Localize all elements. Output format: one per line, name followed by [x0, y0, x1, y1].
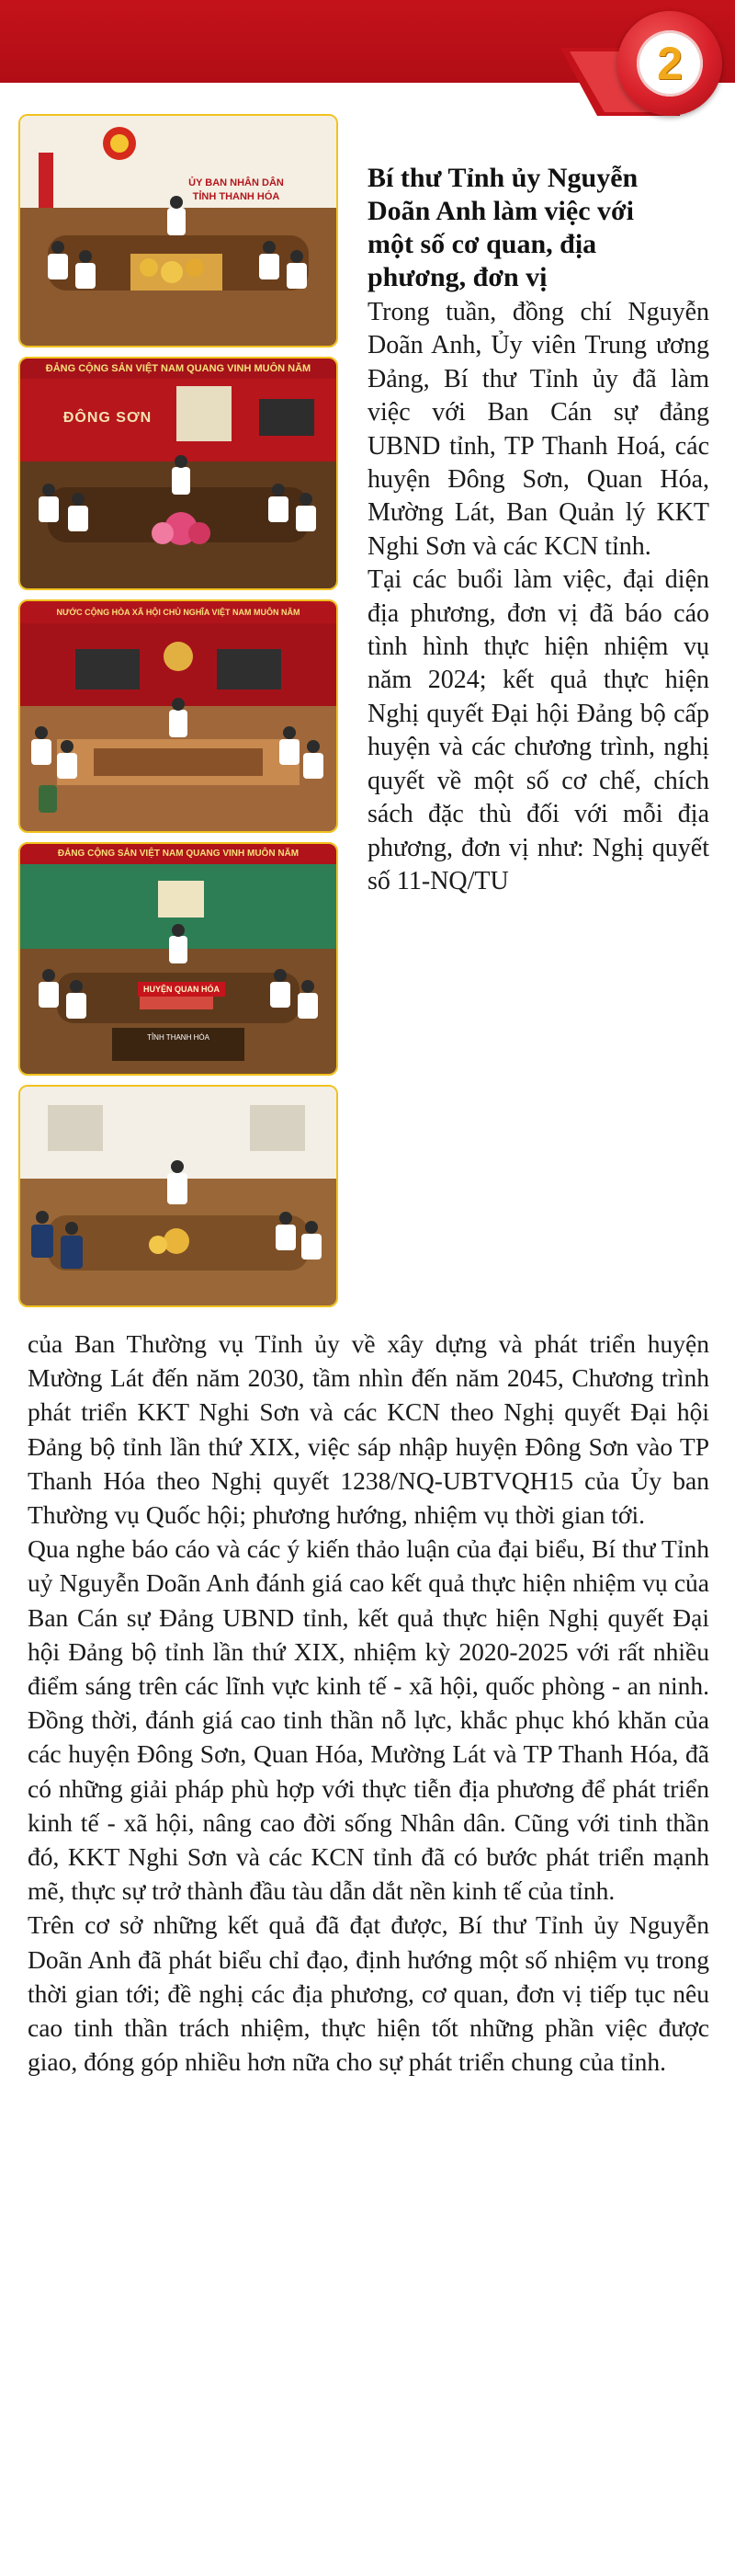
p1-line: Mường Lát, Ban Quản	[368, 498, 615, 528]
p2-line: Tại các buổi làm việc,	[368, 565, 613, 595]
p2-line: các chương trình, nghị	[471, 733, 709, 762]
p2-line: quyết về một số cơ chế,	[368, 766, 641, 795]
p2c-line: triển huyện Mường Lát đến năm 2030, tầm nhìn	[28, 1329, 709, 1393]
p2-line: 11-NQ/TU	[396, 866, 509, 895]
p2c-line: đến năm 2045, Chương trình phát triển KKT	[28, 1363, 710, 1427]
p2c-line: Quốc hội; phương hướng, nhiệm vụ thời gian tới.	[145, 1500, 645, 1530]
article-right-column	[368, 162, 709, 898]
p3-line: cao kết quả thực hiện nhiệm vụ của Ban Cán sự	[28, 1568, 709, 1632]
meeting-photo-1-image	[20, 116, 336, 346]
p2c-line: của Ban Thường vụ Tỉnh ủy về xây dựng và phát	[28, 1329, 578, 1358]
p4-line: phần việc được giao, đóng góp nhiều hơn nữa cho	[28, 2013, 709, 2077]
p3-line: 2020-2025 với rất nhiều điểm sáng trên các lĩnh	[28, 1636, 709, 1701]
p2-line: chích sách đặc thù đối	[368, 766, 709, 829]
meeting-photo-3-image	[20, 601, 336, 831]
p3-line: KCN tỉnh đã có bước phát triển mạnh mẽ, thực sự	[28, 1842, 709, 1906]
p1-line: KCN tỉnh.	[544, 531, 651, 561]
p2-line: với mỗi địa phương, đơn	[368, 800, 709, 862]
photo-1-sign-line-2: TỈNH THANH HÓA	[192, 191, 280, 202]
p2c-line: Đông Sơn vào TP Thanh Hóa theo Nghị quyết	[28, 1431, 709, 1495]
p1-line: Nguyễn Doãn Anh, Ủy	[368, 298, 710, 360]
p3-line: Đại hội Đảng bộ tỉnh lần thứ XIX, nhiệm kỳ	[28, 1602, 709, 1666]
p4-line: cao tinh thần trách nhiệm, thực hiện tốt những	[28, 2013, 534, 2043]
p2-line: vị đã báo cáo tình hình	[368, 598, 710, 662]
p1-line: Trong tuần, đồng chí	[368, 298, 612, 326]
p1-line: Bí thư Tỉnh ủy đã làm	[444, 364, 710, 393]
photo-2-banner: ĐẢNG CỘNG SẢN VIỆT NAM QUANG VINH MUÔN NĂM	[45, 363, 311, 374]
p2-line: đại diện địa phương, đơn	[368, 565, 710, 628]
paragraph-2-continued	[28, 1327, 709, 1532]
headline-line-4: phương, đơn vị	[368, 262, 548, 292]
meeting-photo-5-image	[20, 1087, 336, 1305]
photo-4-banner: ĐẢNG CỘNG SẢN VIỆT NAM QUANG VINH MUÔN NĂM	[57, 849, 300, 859]
photo-1-sign-line-1: ỦY BAN NHÂN DÂN	[188, 177, 284, 188]
photo-2-wall-label: ĐÔNG SƠN	[62, 410, 153, 426]
photo-4-name-card-2: TỈNH THANH HÓA	[147, 1033, 209, 1042]
paragraph-2	[368, 564, 709, 898]
p1-line: đảng UBND tỉnh, TP	[368, 398, 710, 461]
section-number: 2	[657, 38, 683, 89]
p2c-line: Đảng bộ tỉnh lần thứ XIX, việc sáp nhập huyện	[28, 1431, 517, 1461]
p1-line: lý KKT Nghi Sơn và các	[368, 498, 710, 561]
p3-line: Đảng UBND tỉnh, kết quả thực hiện Nghị quyết	[159, 1602, 664, 1632]
article-headline	[368, 162, 709, 294]
meeting-photo-3	[18, 599, 338, 833]
p2c-line: 1238/NQ-UBTVQH15 của Ủy ban Thường vụ	[28, 1465, 710, 1530]
p3-line: pháp phù hợp với thực tiễn địa phương để phát	[175, 1773, 656, 1803]
photo-column	[18, 114, 338, 1316]
p3-line: thời, đánh giá cao tinh thần nỗ lực, khắc phục khó	[91, 1705, 610, 1735]
section-number-badge	[617, 11, 722, 116]
headline-line-3: một số cơ quan, địa	[368, 229, 597, 259]
meeting-photo-5	[18, 1085, 338, 1307]
p3-line: Mường Lát và TP Thanh Hóa, đã có những giải	[28, 1739, 710, 1803]
p4-line: hướng một số nhiệm vụ trong thời gian tới; đề	[28, 1944, 709, 2008]
article-full-width-column	[28, 1327, 709, 2079]
meeting-photo-2-image	[20, 359, 336, 588]
p4-line: sự phát triển chung của tỉnh.	[379, 2047, 667, 2077]
p2-line: thực hiện nhiệm vụ năm	[368, 633, 710, 695]
p1-line: việc với Ban Cán sự	[368, 398, 638, 427]
paragraph-4	[28, 1908, 709, 2079]
p2c-line: Nghi Sơn và các KCN theo Nghị quyết Đại hội	[198, 1397, 710, 1427]
p4-line: Trên cơ sở những kết quả đã đạt được, Bí thư Tỉnh	[28, 1910, 583, 1940]
p3-line: Cũng với tinh thần đó, KKT Nghi Sơn và các	[28, 1807, 710, 1872]
paragraph-1	[368, 296, 709, 564]
p1-line: Đông Sơn, Quan Hóa,	[447, 465, 709, 495]
headline-line-1: Bí thư Tỉnh ủy Nguyễn	[368, 163, 639, 193]
p4-line: nghị các địa phương, cơ quan, đơn vị tiếp tục nêu	[198, 1978, 710, 2008]
p1-line: viên Trung ương Đảng,	[368, 331, 709, 393]
p2-line: 2024; kết quả thực hiện	[427, 666, 709, 695]
p2-line: Đảng bộ cấp huyện và	[368, 699, 709, 762]
meeting-photo-4	[18, 842, 338, 1076]
meeting-photo-2	[18, 357, 338, 590]
p1-line: Thanh Hoá, các huyện	[368, 431, 710, 495]
p3-line: triển kinh tế - xã hội, nâng cao đời sống Nhân dân.	[28, 1773, 709, 1837]
p2-line: Nghị quyết Đại hội	[368, 699, 570, 728]
paragraph-3	[28, 1532, 709, 1908]
photo-1-sign	[167, 177, 305, 204]
p3-line: biểu, Bí thư Tỉnh uỷ Nguyễn Doãn Anh đánh giá	[28, 1534, 710, 1598]
headline-line-2: Doãn Anh làm việc với	[368, 196, 634, 226]
p4-line: ủy Nguyễn Doãn Anh đã phát biểu chỉ đạo, định	[28, 1910, 709, 1974]
p3-line: trở thành đầu tàu dẫn dắt nền kinh tế của tỉnh.	[152, 1876, 616, 1906]
p3-line: vực kinh tế - xã hội, quốc phòng - an ninh. Đồng	[28, 1671, 710, 1735]
photo-3-banner: NƯỚC CỘNG HÒA XÃ HỘI CHỦ NGHĨA VIỆT NAM MUÔN NĂM	[56, 608, 300, 617]
p3-line: Qua nghe báo cáo và các ý kiến thảo luận của đại	[28, 1534, 529, 1564]
photo-4-name-card: HUYỆN QUAN HÓA	[138, 982, 225, 997]
meeting-photo-1	[18, 114, 338, 348]
p3-line: khăn của các huyện Đông Sơn, Quan Hóa,	[28, 1705, 710, 1769]
p2-line: vị như: Nghị quyết số	[368, 833, 709, 895]
